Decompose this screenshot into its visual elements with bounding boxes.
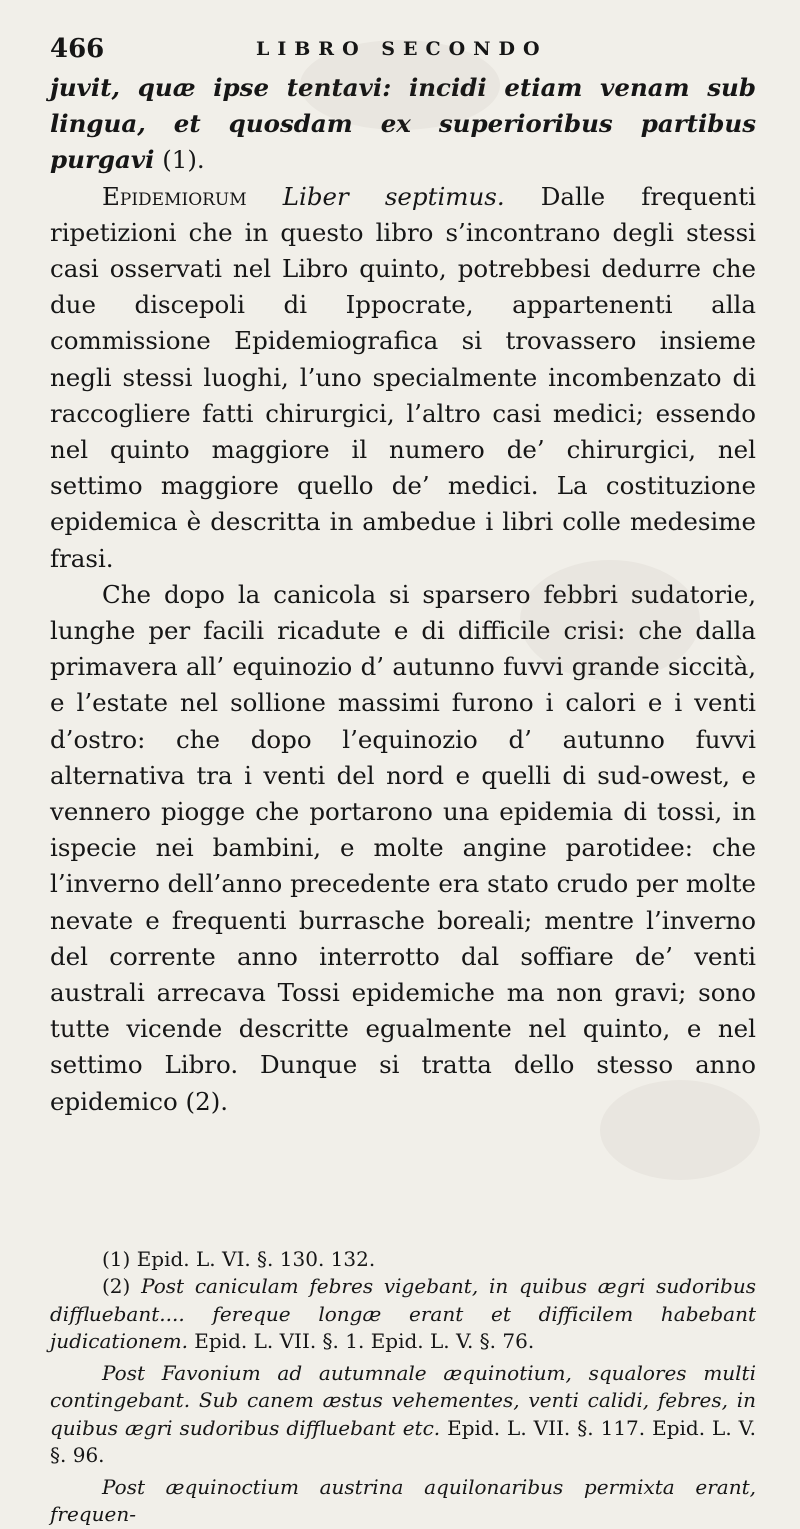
footnote-2-continued [50,1360,756,1470]
paragraph-constitution [50,577,756,1120]
footnote-ref-2: (2). [185,1086,229,1116]
paragraph-text: Che dopo la canicola si sparsero febbri sudatorie, lunghe per facili ricadute e di difficile crisi: che dalla primavera all’ equinozio d’ autunno fuvvi grande siccità, e l’estate nel sollione massimi furono i calori e i venti d’ostro: che dopo l’equinozio d’ autunno fuvvi alternativa tra i venti del nord e quelli di sud-owest, e vennero piogge che portarono una epidemia di tossi, in ispecie nei bambini, e molte angine parotidee: che l’inverno dell’anno precedente era stato crudo per molte nevate e frequenti burrasche boreali; mentre l’inverno del corrente anno interrotto dal soffiare de’ venti australi arrecava Tossi epidemiche ma non gravi; sono tutte vicende descritte egualmente nel quinto, e nel settimo Libro. Dunque si tratta dello stesso anno epidemico [50,579,756,1116]
main-text [50,70,756,1120]
bleed-through-text [50,1126,756,1238]
footnote-3-citation: Epid. L. VII. §. 117. Epid. L. V. §. 96. [50,1415,756,1468]
footnotes [50,1246,756,1529]
footnote-2-citation: Epid. L. VII. §. 1. Epid. L. V. §. 76. [194,1329,535,1354]
footnote-2 [50,1273,756,1356]
running-head: LIBRO SECONDO [256,38,548,60]
footnote-4-latin: Post æquinoctium austrina aquilonaribus permixta erant, frequen- [50,1474,756,1527]
paragraph-text: Dalle frequenti ripetizioni che in questo libro s’incontrano degli stessi casi osservati nel Libro quinto, potrebbesi dedurre che due discepoli di Ippocrate, appartenenti alla commissione Epidemiografica si trovassero insieme negli stessi luoghi, l’uno specialmente incombenzato di raccogliere fatti chirurgici, l’altro casi medici; essendo nel quinto maggiore il numero de’ chirurgici, nel settimo maggiore quello de’ medici. La costituzione epidemica è descritta in ambedue i libri colle medesime frasi. [50,181,756,573]
footnote-1: (1) Epid. L. VI. §. 130. 132. [102,1246,376,1271]
footnote-2-latin: Post caniculam febres vigebant, in quibus ægri sudoribus diffluebant.... fereque longæ erant et difficilem habebant judicationem. [50,1274,756,1354]
footnote-3-latin: Post Favonium ad autumnale æquinotium, squalores multi contingebant. Sub canem æstus vehementes, venti calidi, febres, in quibus ægri sudoribus diffluebant etc. [50,1360,756,1440]
section-lead: Epidemiorum [102,181,247,211]
footnote-2-mark: (2) [102,1274,131,1299]
footnote-ref-1: (1). [162,145,205,175]
paragraph-continuation [50,70,756,179]
section-lead-title: Liber septimus. [282,181,505,211]
footnote-2-final [50,1474,756,1529]
latin-quotation: juvit, quæ ipse tentavi: incidi etiam venam sub lingua, et quosdam ex superioribus partibus purgavi [50,73,756,175]
page-header [50,30,756,70]
paragraph-epidemiorum [50,179,756,577]
page-number: 466 [50,34,105,64]
